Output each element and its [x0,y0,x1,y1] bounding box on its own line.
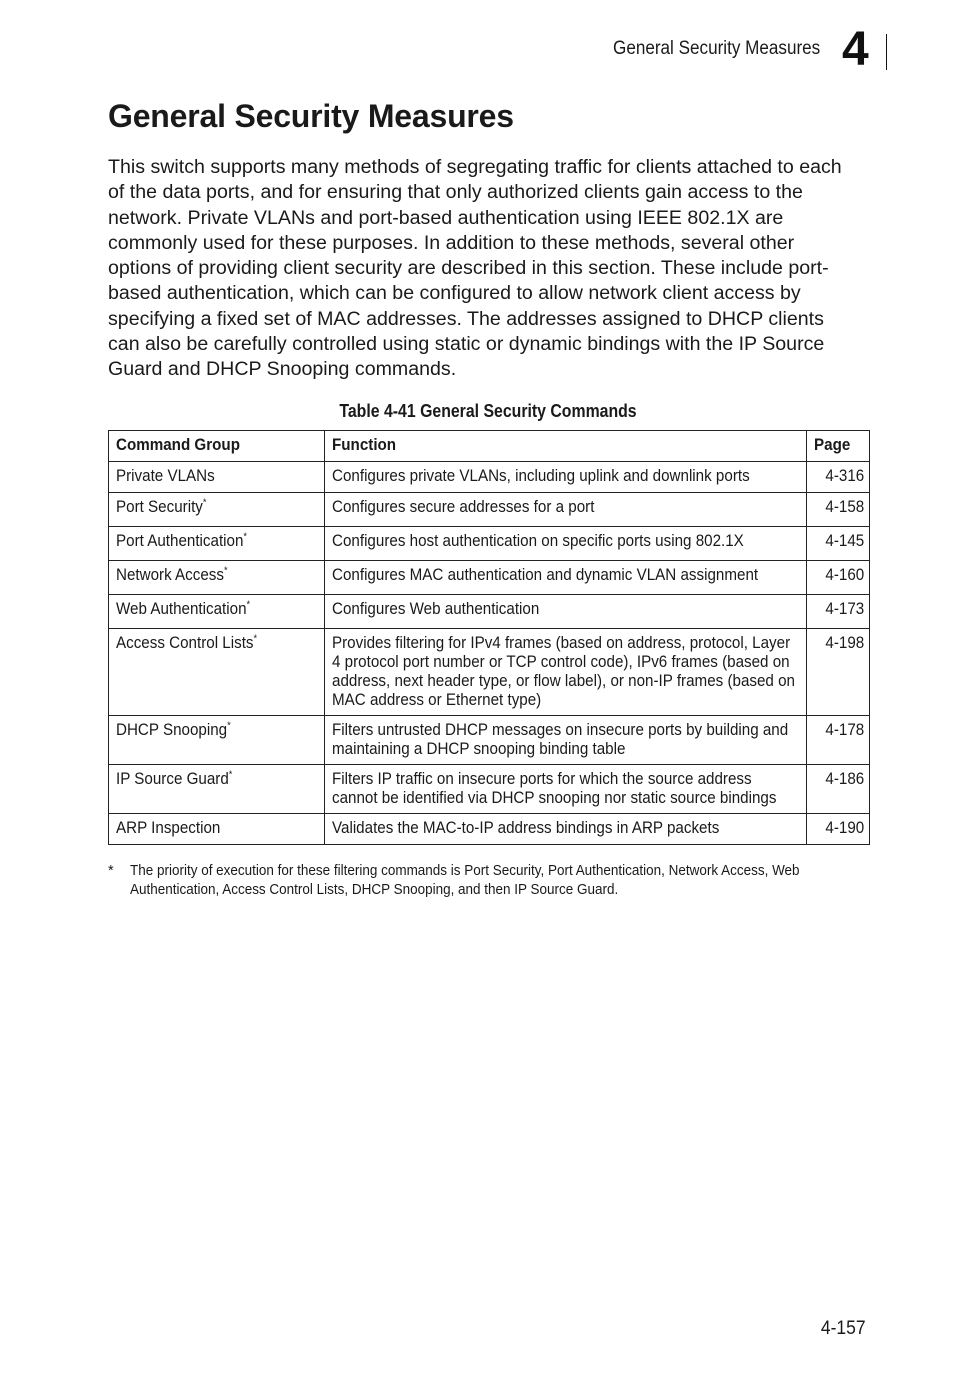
function-cell: Provides filtering for IPv4 frames (based on address, protocol, Layer 4 protocol port number or TCP control code), IPv6 frames (based on address, next header type, or flow label), or non-IP frames (based on MAC address or Ethernet type) [325,629,807,716]
page-cell: 4-190 [807,814,870,845]
function-cell: Configures private VLANs, including uplink and downlink ports [325,462,807,493]
chapter-number: 4 [842,23,869,76]
page-cell: 4-178 [807,716,870,765]
table-footnote [108,862,848,900]
table-row [109,493,870,527]
footnote-text: The priority of execution for these filtering commands is Port Security, Port Authentication, Network Access, Web Authentication, Access Control Lists, DHCP Snooping, and then IP Source Guard. [130,863,800,898]
function-cell: Filters untrusted DHCP messages on insecure ports by building and maintaining a DHCP snooping binding table [325,716,807,765]
table-row [109,462,870,493]
table-row [109,629,870,716]
function-cell: Configures host authentication on specific ports using 802.1X [325,527,807,561]
header-function: Function [325,431,807,462]
page-cell: 4-186 [807,765,870,814]
command-group-cell: Access Control Lists* [109,629,325,716]
page-number: 4-157 [821,1318,866,1339]
command-group-cell: Port Security* [109,493,325,527]
security-commands-table [108,430,870,845]
page-cell: 4-316 [807,462,870,493]
section-title: General Security Measures [108,98,514,134]
page-cell: 4-145 [807,527,870,561]
intro-paragraph: This switch supports many methods of segregating traffic for clients attached to each of the data ports, and for ensuring that only authorized clients gain access to the network. Private VLANs and port-based authentication using IEEE 802.1X are commonly used for these purposes. In addition to these methods, several other options of providing client security are described in this section. These include port-based authentication, which can be configured to allow network client access by specifying a fixed set of MAC addresses. The addresses assigned to DHCP clients can also be carefully controlled using static or dynamic bindings with the IP Source Guard and DHCP Snooping commands. [108,156,842,381]
function-cell: Configures MAC authentication and dynamic VLAN assignment [325,561,807,595]
table-row [109,716,870,765]
page-cell: 4-173 [807,595,870,629]
footnote-mark: * [108,863,114,879]
table-caption: Table 4-41 General Security Commands [339,401,637,421]
chapter-rule [886,34,887,70]
table-row [109,814,870,845]
page-cell: 4-160 [807,561,870,595]
function-cell: Configures secure addresses for a port [325,493,807,527]
chapter-badge [842,23,888,76]
table-row [109,595,870,629]
table-row [109,527,870,561]
command-group-cell: IP Source Guard* [109,765,325,814]
page-cell: 4-198 [807,629,870,716]
function-cell: Filters IP traffic on insecure ports for which the source address cannot be identified via DHCP snooping nor static source bindings [325,765,807,814]
function-cell: Validates the MAC-to-IP address bindings in ARP packets [325,814,807,845]
table-row [109,561,870,595]
command-group-cell: Port Authentication* [109,527,325,561]
command-group-cell: Network Access* [109,561,325,595]
table-row [109,765,870,814]
command-group-cell: Private VLANs [109,462,325,493]
page-cell: 4-158 [807,493,870,527]
table-header-row [109,431,870,462]
function-cell: Configures Web authentication [325,595,807,629]
header-page: Page [807,431,870,462]
command-group-cell: DHCP Snooping* [109,716,325,765]
command-group-cell: Web Authentication* [109,595,325,629]
running-head: General Security Measures [612,38,820,59]
header-command-group: Command Group [109,431,325,462]
command-group-cell: ARP Inspection [109,814,325,845]
